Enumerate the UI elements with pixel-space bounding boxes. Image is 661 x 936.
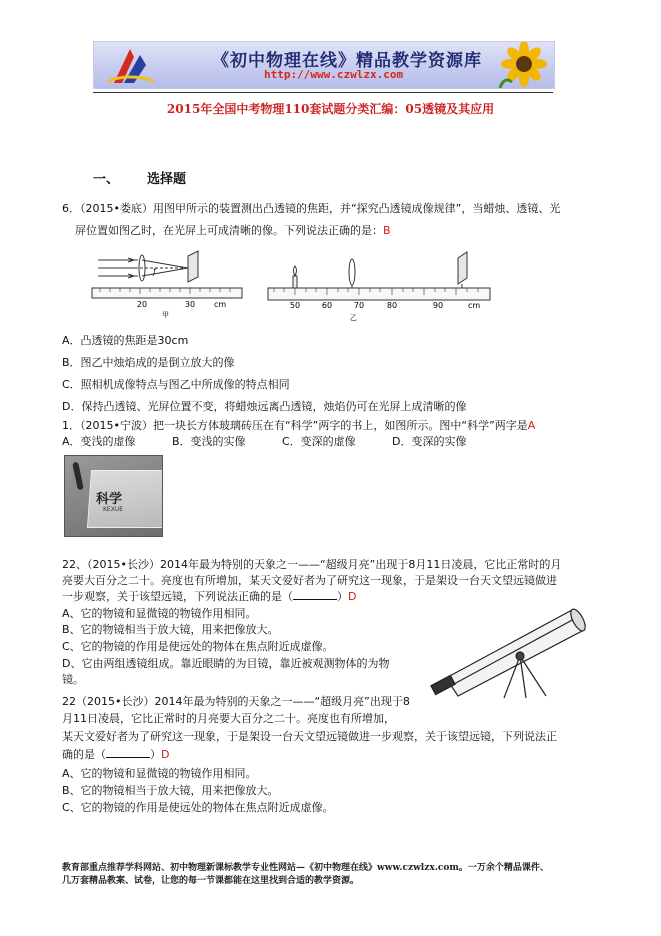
logo-icon <box>100 45 160 85</box>
fig-yi-tick-50: 50 <box>289 301 301 310</box>
q6-option-c: C．照相机成像特点与图乙中所成像的特点相同 <box>62 378 290 391</box>
q1-answer: A <box>527 419 536 432</box>
q6-option-d: D．保持凸透镜、光屏位置不变，将蜡烛远离凸透镜，烛焰仍可在光屏上成清晰的像 <box>62 400 467 413</box>
q6-answer: B <box>383 224 391 237</box>
q1-option-d: D．变深的实像 <box>392 435 467 448</box>
q22b-answer: D <box>161 748 170 761</box>
header-rule <box>93 92 553 93</box>
q1-option-b: B．变浅的实像 <box>172 435 246 448</box>
fig-yi-tick-unit: cm <box>468 301 481 310</box>
fig-jia-tick-unit: cm <box>214 300 227 309</box>
q6-line2-text: 屏位置如图乙时，在光屏上可成清晰的像。下列说法正确的是： <box>75 224 383 237</box>
q1-option-c: C．变深的虚像 <box>282 435 356 448</box>
telescope-image <box>424 604 594 700</box>
fig-yi-caption: 乙 <box>350 314 357 322</box>
photo-subtext: KEXUE <box>103 506 124 513</box>
fig-yi-tick-90: 90 <box>432 301 444 310</box>
glass-brick-photo <box>64 455 163 537</box>
header-banner <box>93 41 555 89</box>
q6-option-a: A．凸透镜的焦距是30cm <box>62 334 189 347</box>
section-number: 一、 <box>93 172 120 187</box>
q1-text: 1．（2015•宁波）把一块长方体玻璃砖压在有“科学”两字的书上，如图所示。图中“科学”两字是 <box>62 419 528 432</box>
q22a-blank <box>293 599 337 600</box>
q1-options <box>62 435 466 448</box>
q22b-line1: 22（2015•长沙）2014年最为特别的天象之一——“超级月亮”出现于8 <box>62 695 410 708</box>
q6-line1: 6．（2015•娄底）用图甲所示的装置测出凸透镜的焦距，并“探究凸透镜成像规律”，当蜡烛、透镜、光 <box>62 202 561 215</box>
q6-line2 <box>75 224 391 237</box>
q22b-option-c: C、它的物镜的作用是使远处的物体在焦点附近成虚像。 <box>62 801 334 814</box>
q6-option-b: B．图乙中烛焰成的是倒立放大的像 <box>62 356 235 369</box>
fig-yi-tick-70: 70 <box>353 301 365 310</box>
section-heading <box>93 168 186 187</box>
sunflower-icon <box>494 42 550 88</box>
photo-text: 科学 <box>96 492 123 507</box>
fig-jia-tick-20: 20 <box>136 300 148 309</box>
fig-jia-tick-30: 30 <box>184 300 196 309</box>
q22b-option-b: B、它的物镜相当于放大镜，用来把像放大。 <box>62 784 279 797</box>
q22a-line1: 22、（2015•长沙）2014年最为特别的天象之一——“超级月亮”出现于8月11日凌晨，它比正常时的月 <box>62 558 562 571</box>
pen-icon <box>72 462 84 491</box>
footer-line2: 几万套精品教案、试卷，让您的每一节课都能在这里找到合适的教学资源。 <box>62 876 360 886</box>
figure-jia <box>90 248 245 318</box>
q1-line1 <box>62 419 535 432</box>
banner-title: 《初中物理在线》精品教学资源库 <box>212 51 482 71</box>
q22b-line4-text: 确的是（ <box>62 748 106 761</box>
q22b-line3: 某天文爱好者为了研究这一现象，于是架设一台天文望远镜做进一步观察，关于该望远镜，下列说法正 <box>62 730 557 743</box>
q22b-line2: 月11日凌晨，它比正常时的月亮要大百分之二十。亮度也有所增加， <box>62 712 395 725</box>
banner-url[interactable]: http://www.czwlzx.com <box>264 68 404 81</box>
figure-yi <box>266 248 492 334</box>
q22a-answer: D <box>348 590 357 603</box>
q22b-blank <box>106 757 150 758</box>
q22a-option-b: B、它的物镜相当于放大镜，用来把像放大。 <box>62 623 279 636</box>
q22a-option-a: A、它的物镜和显微镜的物镜作用相同。 <box>62 607 257 620</box>
q22a-line2: 亮要大百分之二十。亮度也有所增加，某天文爱好者为了研究这一现象，于是架设一台天文望远镜做进 <box>62 574 557 587</box>
fig-yi-tick-60: 60 <box>321 301 333 310</box>
fig-yi-tick-80: 80 <box>386 301 398 310</box>
q22b-blank-close: ） <box>150 748 161 761</box>
fig-jia-caption: 甲 <box>162 311 169 318</box>
document-title: 2015年全国中考物理110套试题分类汇编：05透镜及其应用 <box>166 102 495 116</box>
page-footer <box>62 862 602 888</box>
q1-option-a: A．变浅的虚像 <box>62 435 136 448</box>
q22a-blank-close: ） <box>337 590 348 603</box>
q22b-line4 <box>62 748 169 761</box>
q22a-option-d: D、它由两组透镜组成。靠近眼睛的为目镜，靠近被观测物体的为物 <box>62 657 390 670</box>
section-title: 选择题 <box>147 172 187 187</box>
fig-jia-f-label: f <box>153 267 156 276</box>
q22a-line3 <box>62 590 356 603</box>
q22b-option-a: A、它的物镜和显微镜的物镜作用相同。 <box>62 767 257 780</box>
q22a-line3-text: 一步观察，关于该望远镜，下列说法正确的是（ <box>62 590 293 603</box>
footer-line1: 教育部重点推荐学科网站、初中物理新课标教学专业性网站—《初中物理在线》www.czwlzx.com。一万余个精品课件、 <box>62 863 549 873</box>
q22a-option-d-cont: 镜。 <box>62 673 84 686</box>
q22a-option-c: C、它的物镜的作用是使远处的物体在焦点附近成虚像。 <box>62 640 334 653</box>
